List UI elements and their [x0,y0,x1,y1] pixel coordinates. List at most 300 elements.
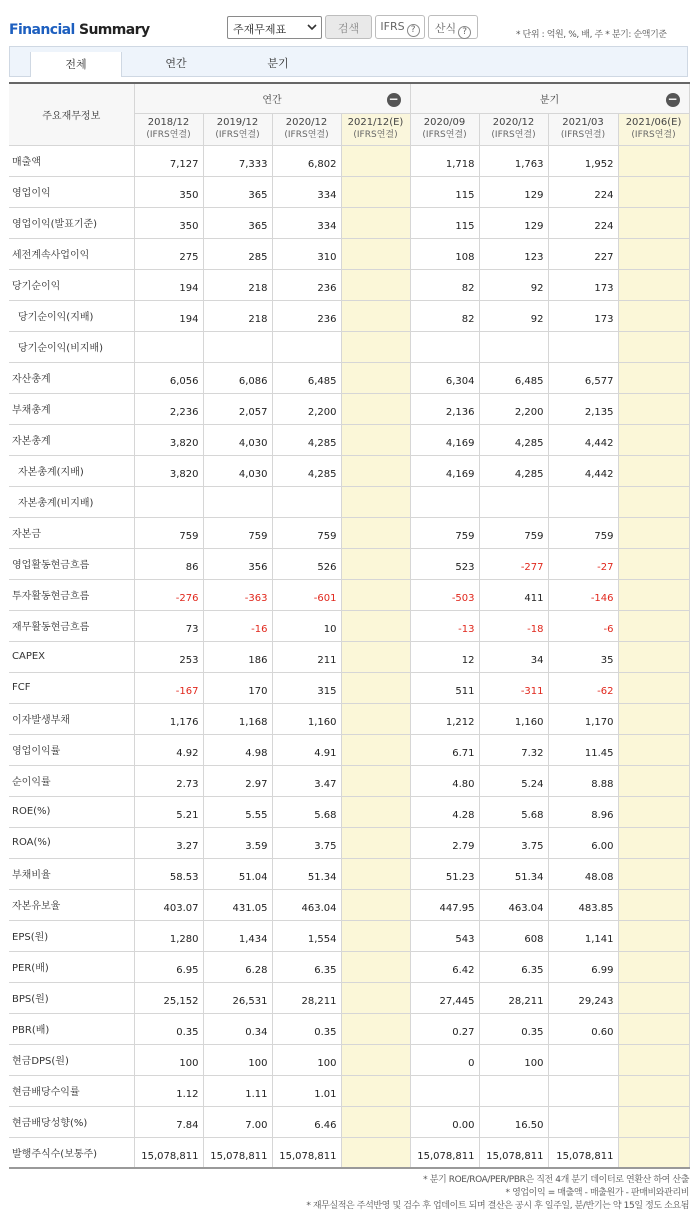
table-cell [618,610,689,641]
table-cell [548,1075,618,1106]
row-label: 자산총계 [9,362,134,393]
table-row [9,951,689,982]
table-cell [203,331,272,362]
table-cell [341,889,410,920]
view-tabs [9,46,688,77]
table-cell: 194 [134,300,203,331]
table-cell: 4.98 [203,734,272,765]
table-cell [341,827,410,858]
table-cell [618,1044,689,1075]
row-label: 자본총계 [9,424,134,455]
row-label: 자본유보율 [9,889,134,920]
table-cell: 759 [548,517,618,548]
table-cell: 27,445 [410,982,479,1013]
table-cell: 0.60 [548,1013,618,1044]
table-cell [341,269,410,300]
table-cell: 463.04 [479,889,548,920]
table-cell: 356 [203,548,272,579]
row-label: 영업이익(발표기준) [9,207,134,238]
table-cell [618,300,689,331]
table-cell: 6,577 [548,362,618,393]
table-cell: 4.91 [272,734,341,765]
table-cell [479,486,548,517]
table-cell: 82 [410,269,479,300]
table-cell: 6.35 [272,951,341,982]
table-cell [618,579,689,610]
table-cell [341,1044,410,1075]
row-label: 재무활동현금흐름 [9,610,134,641]
question-icon: ? [407,24,420,37]
row-label: 발행주식수(보통주) [9,1137,134,1168]
column-period: 2020/12 [492,117,535,128]
table-row [9,579,689,610]
table-cell: 6.00 [548,827,618,858]
table-cell [618,486,689,517]
table-cell: 8.96 [548,796,618,827]
table-cell [341,796,410,827]
table-cell [203,486,272,517]
table-cell [341,703,410,734]
table-cell [618,765,689,796]
row-label: 자본총계(지배) [9,455,134,486]
table-cell: 1,212 [410,703,479,734]
table-cell: 4,285 [479,424,548,455]
table-cell: 26,531 [203,982,272,1013]
table-cell: 48.08 [548,858,618,889]
row-label: 영업이익 [9,176,134,207]
table-cell: 29,243 [548,982,618,1013]
table-cell [618,1075,689,1106]
table-cell: 7,333 [203,145,272,176]
table-row [9,1044,689,1075]
table-cell: 365 [203,176,272,207]
table-cell: 236 [272,300,341,331]
table-row [9,393,689,424]
table-row [9,455,689,486]
table-cell [618,1137,689,1168]
table-cell [341,207,410,238]
column-header [548,113,618,145]
table-cell: 51.23 [410,858,479,889]
table-cell: 350 [134,207,203,238]
table-cell: 5.68 [479,796,548,827]
table-cell: 0.35 [134,1013,203,1044]
table-cell: 4,285 [272,455,341,486]
footnotes [306,1174,689,1213]
table-cell: 211 [272,641,341,672]
table-cell: 6.28 [203,951,272,982]
tab-quarter[interactable]: 분기 [267,57,289,70]
table-cell [341,300,410,331]
table-cell [410,486,479,517]
table-cell: 0.34 [203,1013,272,1044]
table-cell [618,238,689,269]
table-cell: 759 [272,517,341,548]
search-button[interactable]: 검색 [325,15,372,39]
table-row [9,641,689,672]
row-label: 세전계속사업이익 [9,238,134,269]
table-cell: 4,030 [203,424,272,455]
table-cell: 315 [272,672,341,703]
table-cell: 51.04 [203,858,272,889]
table-cell: 4,285 [272,424,341,455]
table-cell: 0.00 [410,1106,479,1137]
table-cell [618,889,689,920]
table-cell: 6,802 [272,145,341,176]
table-row [9,145,689,176]
table-cell: -62 [548,672,618,703]
table-cell: 0.35 [272,1013,341,1044]
table-cell [341,455,410,486]
table-cell: 6.46 [272,1106,341,1137]
table-cell: 6,086 [203,362,272,393]
table-cell: 92 [479,300,548,331]
table-cell: 15,078,811 [272,1137,341,1168]
table-cell: 759 [203,517,272,548]
table-cell: 2,200 [272,393,341,424]
table-cell: 173 [548,300,618,331]
table-row [9,734,689,765]
table-cell: 543 [410,920,479,951]
table-cell [618,982,689,1013]
table-cell: 526 [272,548,341,579]
table-cell: 100 [134,1044,203,1075]
table-cell: 218 [203,269,272,300]
table-cell: 123 [479,238,548,269]
table-row [9,176,689,207]
table-cell [618,858,689,889]
table-cell [618,269,689,300]
table-cell [618,207,689,238]
table-cell [341,920,410,951]
table-cell: 431.05 [203,889,272,920]
table-row [9,331,689,362]
row-label: 현금배당수익률 [9,1075,134,1106]
table-cell: 411 [479,579,548,610]
table-cell [341,424,410,455]
table-cell: 2,135 [548,393,618,424]
column-period: 2021/03 [562,117,604,128]
table-cell [618,1106,689,1137]
table-cell [618,393,689,424]
table-cell: 115 [410,207,479,238]
row-label: BPS(원) [9,982,134,1013]
table-cell: 1,280 [134,920,203,951]
table-cell: 2,200 [479,393,548,424]
row-label: 영업활동현금흐름 [9,548,134,579]
table-row [9,238,689,269]
table-cell [341,982,410,1013]
column-header [203,113,272,145]
row-label: CAPEX [9,641,134,672]
table-cell: 73 [134,610,203,641]
table-cell: -363 [203,579,272,610]
column-period: 2021/06(E) [625,117,682,128]
table-cell: 523 [410,548,479,579]
table-cell: 4,442 [548,424,618,455]
row-label: 영업이익률 [9,734,134,765]
table-cell: 403.07 [134,889,203,920]
table-cell: -6 [548,610,618,641]
table-cell: 224 [548,207,618,238]
table-cell: 34 [479,641,548,672]
table-cell: 3.75 [272,827,341,858]
statement-type-select[interactable] [227,16,322,39]
table-cell: 7,127 [134,145,203,176]
table-cell [479,331,548,362]
table-cell [618,796,689,827]
table-cell: 224 [548,176,618,207]
table-row [9,610,689,641]
table-cell: 1,763 [479,145,548,176]
table-row [9,765,689,796]
table-cell: 334 [272,176,341,207]
table-cell: 28,211 [479,982,548,1013]
table-cell: 100 [272,1044,341,1075]
table-cell: 129 [479,207,548,238]
chevron-down-icon [307,20,317,37]
table-cell: 6.95 [134,951,203,982]
table-cell [341,734,410,765]
table-cell: 2.79 [410,827,479,858]
table-cell: 5.68 [272,796,341,827]
table-cell [618,920,689,951]
table-cell: 6,056 [134,362,203,393]
table-cell [341,486,410,517]
table-row [9,920,689,951]
table-cell: -503 [410,579,479,610]
table-cell: 3.47 [272,765,341,796]
table-cell [618,517,689,548]
table-cell: 2.73 [134,765,203,796]
row-label: PER(배) [9,951,134,982]
table-cell [618,641,689,672]
row-label: FCF [9,672,134,703]
table-cell [618,827,689,858]
table-cell: 6.71 [410,734,479,765]
table-cell: 5.21 [134,796,203,827]
table-row [9,827,689,858]
table-cell: 3.59 [203,827,272,858]
table-cell: -13 [410,610,479,641]
table-cell: 12 [410,641,479,672]
table-cell: 218 [203,300,272,331]
table-cell: 92 [479,269,548,300]
table-cell [341,548,410,579]
table-cell: 173 [548,269,618,300]
table-cell: 236 [272,269,341,300]
table-row [9,1075,689,1106]
table-cell: 4.92 [134,734,203,765]
column-period: 2018/12 [147,117,190,128]
column-basis: (IFRS연결) [491,130,536,140]
table-cell: 4.28 [410,796,479,827]
tab-annual[interactable]: 연간 [165,57,187,70]
row-label: 부채비율 [9,858,134,889]
table-cell: 1,141 [548,920,618,951]
table-row [9,889,689,920]
table-cell: 4,442 [548,455,618,486]
column-basis: (IFRS연결) [146,130,191,140]
table-cell: 4.80 [410,765,479,796]
table-cell [341,579,410,610]
row-label: 순이익률 [9,765,134,796]
collapse-annual-icon[interactable]: − [388,92,399,106]
table-row [9,1137,689,1168]
table-cell [272,331,341,362]
table-cell: 275 [134,238,203,269]
table-cell: -18 [479,610,548,641]
table-cell [341,1013,410,1044]
table-row [9,1013,689,1044]
table-cell [341,145,410,176]
row-label: 현금배당성향(%) [9,1106,134,1137]
table-cell: 4,169 [410,455,479,486]
table-cell: -276 [134,579,203,610]
table-cell: 253 [134,641,203,672]
question-icon: ? [458,26,471,39]
table-cell: -601 [272,579,341,610]
table-cell: 1,952 [548,145,618,176]
table-cell: 15,078,811 [134,1137,203,1168]
table-cell [341,1106,410,1137]
table-cell: -146 [548,579,618,610]
table-cell: 2,057 [203,393,272,424]
table-cell [341,517,410,548]
column-period: 2020/09 [423,117,466,128]
table-cell [548,331,618,362]
table-cell: 28,211 [272,982,341,1013]
table-cell: 5.55 [203,796,272,827]
table-cell [341,951,410,982]
table-cell [548,486,618,517]
table-cell [341,610,410,641]
table-cell: 1,434 [203,920,272,951]
table-cell [272,486,341,517]
formula-help-button[interactable]: 산식 ? [428,15,478,39]
table-cell [618,548,689,579]
table-row [9,703,689,734]
column-header [272,113,341,145]
column-header [618,113,689,145]
row-label: ROA(%) [9,827,134,858]
table-cell: -16 [203,610,272,641]
table-row [9,982,689,1013]
table-cell: 58.53 [134,858,203,889]
column-header [341,113,410,145]
column-basis: (IFRS연결) [353,130,398,140]
table-cell: 7.00 [203,1106,272,1137]
row-label: 현금DPS(원) [9,1044,134,1075]
table-cell: 1,554 [272,920,341,951]
table-row [9,672,689,703]
table-cell: 170 [203,672,272,703]
table-cell: 759 [410,517,479,548]
table-cell: 15,078,811 [203,1137,272,1168]
table-row [9,1106,689,1137]
ifrs-help-button[interactable]: IFRS ? [375,15,425,39]
table-cell: 115 [410,176,479,207]
table-cell [341,765,410,796]
table-cell: 0.27 [410,1013,479,1044]
row-label: 당기순이익(지배) [9,300,134,331]
table-row [9,548,689,579]
row-label: ROE(%) [9,796,134,827]
row-label: 당기순이익 [9,269,134,300]
table-row [9,362,689,393]
table-cell [341,641,410,672]
table-row [9,517,689,548]
financial-summary-table [9,82,690,1169]
table-cell: 2.97 [203,765,272,796]
table-cell: 365 [203,207,272,238]
table-cell [134,486,203,517]
header [0,0,696,46]
table-cell: 608 [479,920,548,951]
table-cell: 186 [203,641,272,672]
table-cell: 10 [272,610,341,641]
table-cell: 6.42 [410,951,479,982]
table-cell: 2,136 [410,393,479,424]
table-cell: 227 [548,238,618,269]
footnote: * 분기 ROE/ROA/PER/PBR은 직전 4개 분기 데이터로 연환산 하여 산출 [423,1175,689,1185]
collapse-quarter-icon[interactable]: − [667,92,678,106]
unit-note: * 단위 : 억원, %, 배, 주 * 분기: 순액기준 [516,30,667,40]
footnote: * 영업이익 = 매출액 - 매출원가 - 판매비와관리비 [505,1188,689,1198]
table-cell: -167 [134,672,203,703]
table-cell: 129 [479,176,548,207]
table-cell: 6,485 [272,362,341,393]
table-cell: 15,078,811 [548,1137,618,1168]
column-header [134,113,203,145]
tab-all[interactable]: 전체 [30,52,122,77]
column-basis: (IFRS연결) [560,130,606,140]
table-cell [618,672,689,703]
group-header-annual: 연간 − [134,83,410,113]
table-cell [618,424,689,455]
table-row [9,269,689,300]
table-cell [341,672,410,703]
table-cell: 35 [548,641,618,672]
table-cell [410,331,479,362]
column-basis: (IFRS연결) [215,130,260,140]
row-label: 자본총계(비지배) [9,486,134,517]
table-cell: 483.85 [548,889,618,920]
table-cell: 100 [479,1044,548,1075]
row-label: 이자발생부채 [9,703,134,734]
row-label: EPS(원) [9,920,134,951]
table-cell: 3.75 [479,827,548,858]
table-cell: -311 [479,672,548,703]
table-cell: 8.88 [548,765,618,796]
table-cell: 7.84 [134,1106,203,1137]
table-cell [341,331,410,362]
table-cell: 334 [272,207,341,238]
table-cell: 5.24 [479,765,548,796]
table-cell: 4,030 [203,455,272,486]
table-cell: 1,160 [479,703,548,734]
table-row [9,486,689,517]
table-cell: 11.45 [548,734,618,765]
table-cell [618,703,689,734]
table-row [9,858,689,889]
table-cell: 350 [134,176,203,207]
table-cell [341,362,410,393]
table-cell: 0 [410,1044,479,1075]
row-label: 당기순이익(비지배) [9,331,134,362]
footnote: * 재무실적은 주석반영 및 검수 후 업데이트 되며 결산은 공시 후 일주일, 분/반기는 약 15일 정도 소요됨 [306,1201,689,1211]
table-cell [548,1044,618,1075]
